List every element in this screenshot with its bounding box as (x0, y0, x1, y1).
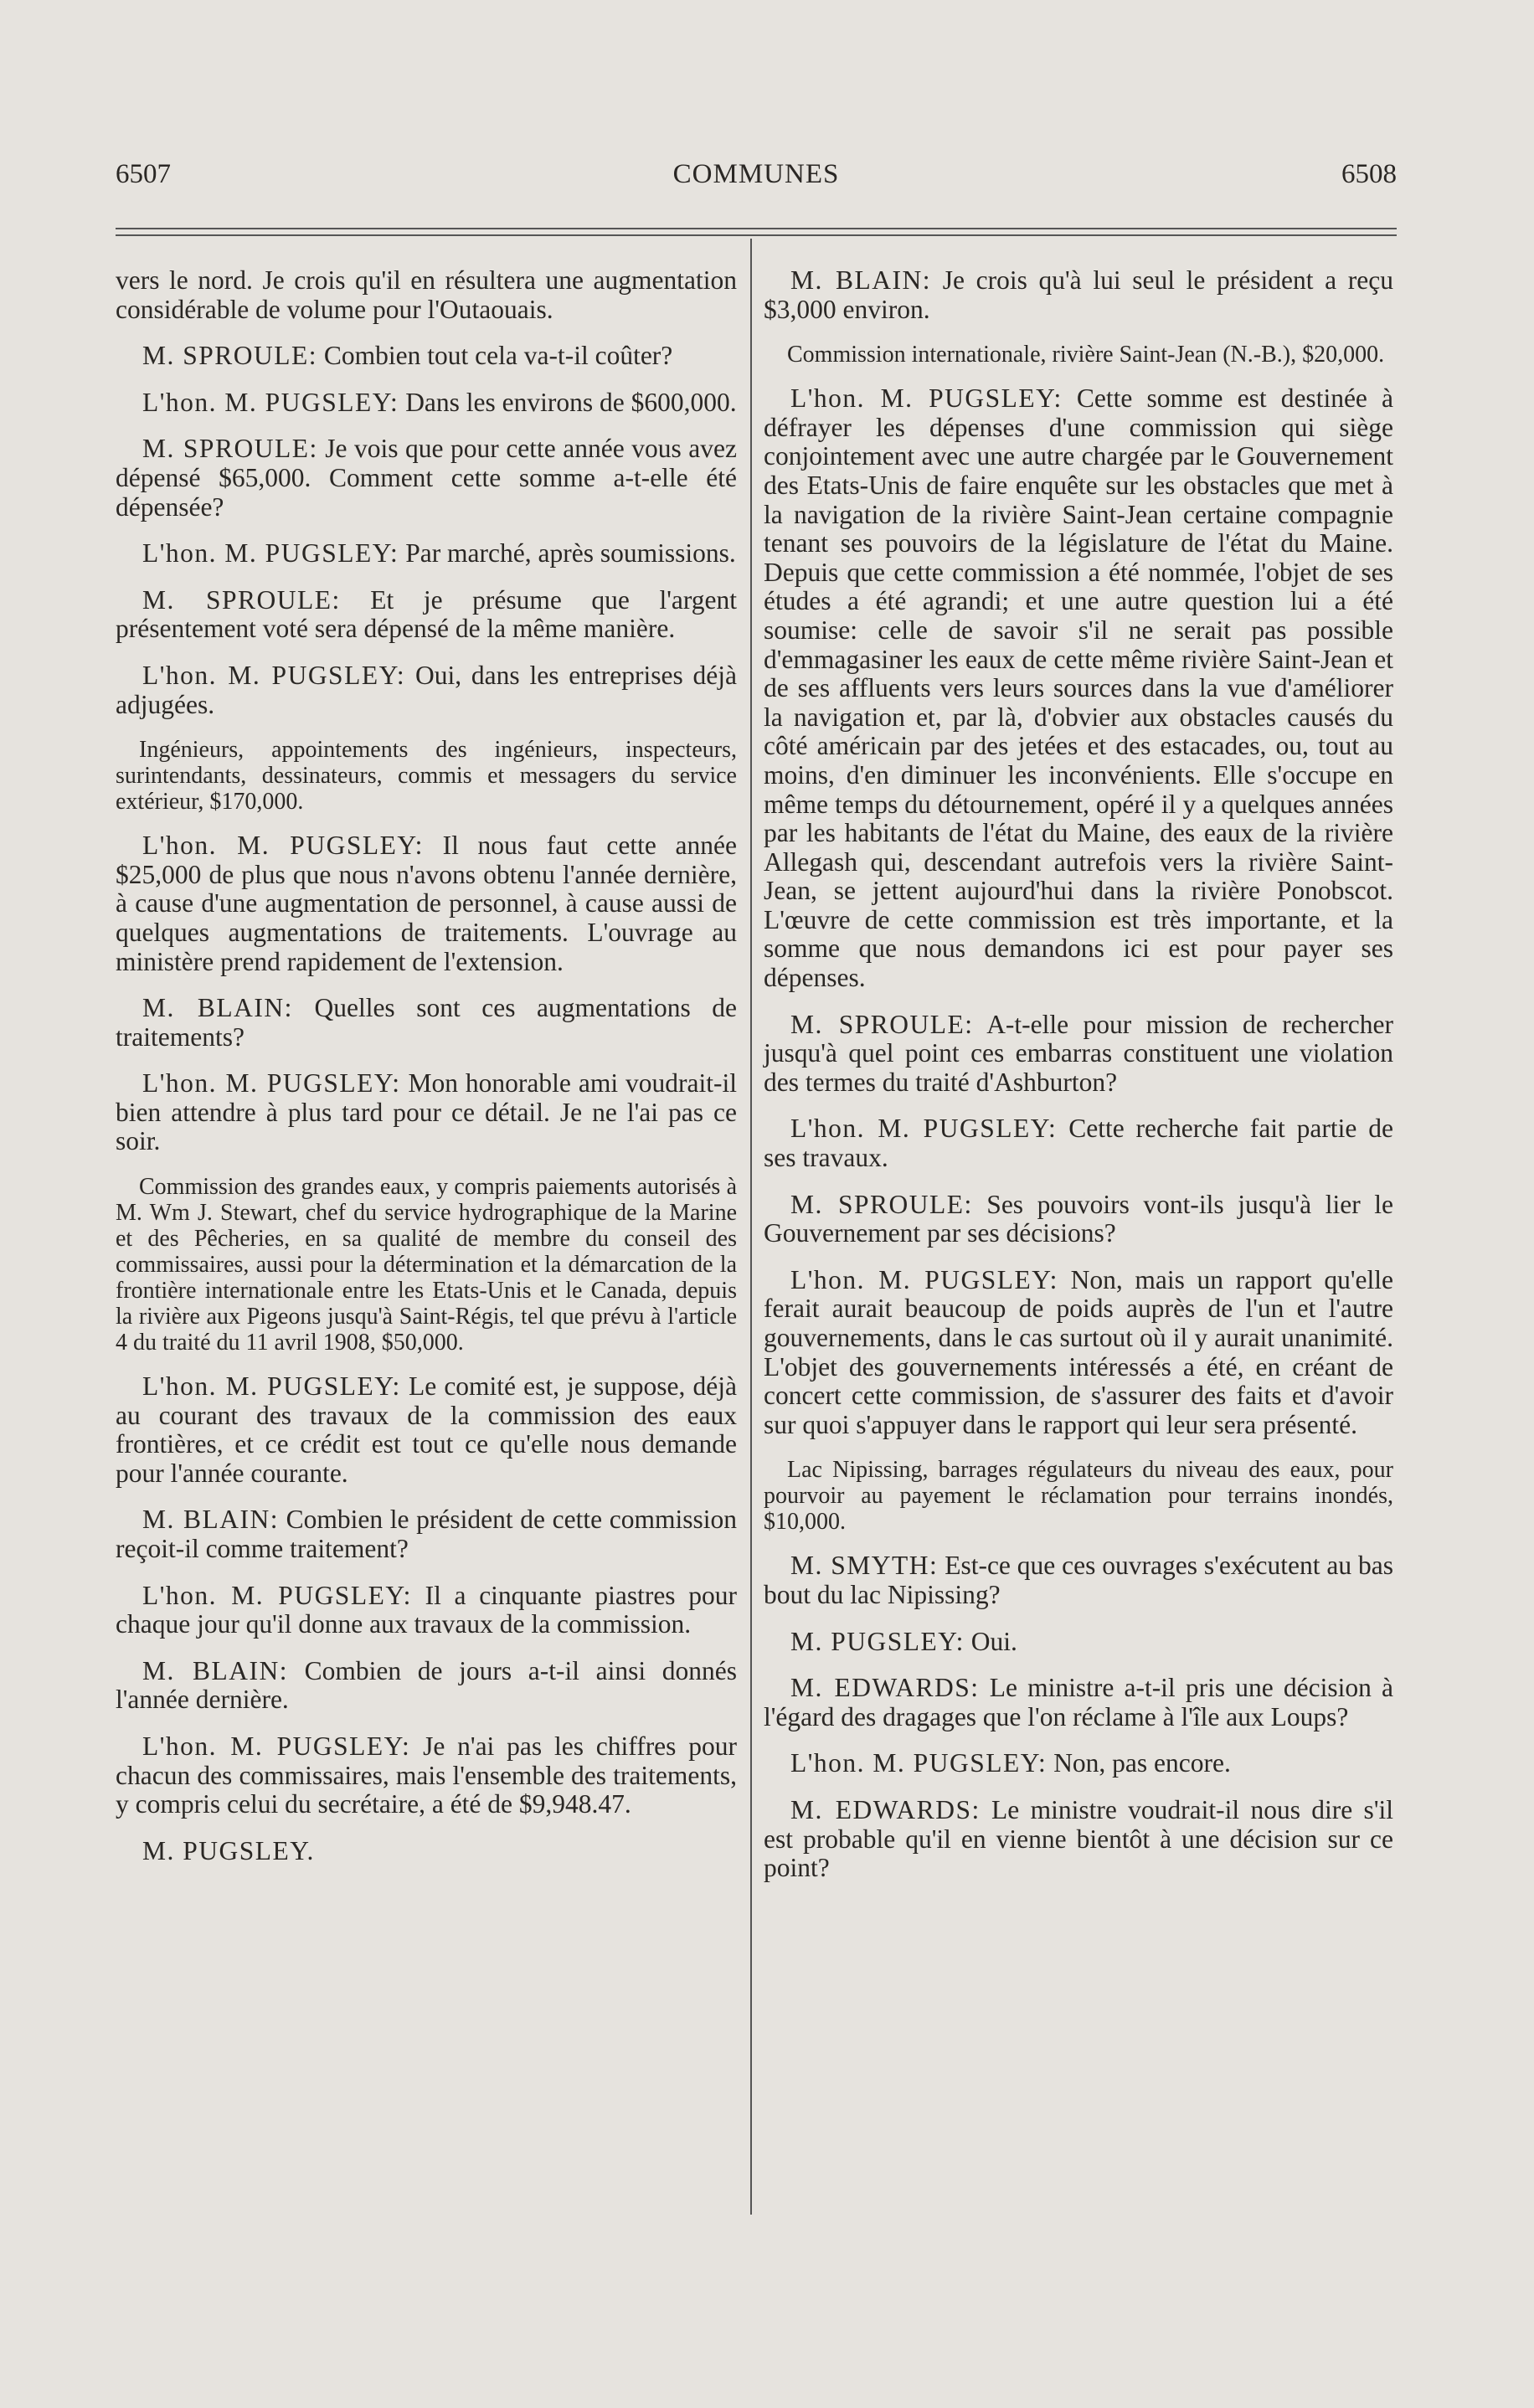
speaker: L'hon. M. PUGSLEY: (142, 1731, 411, 1761)
paragraph: M. SPROULE: Ses pouvoirs vont-ils jusqu'à lier le Gouvernement par ses décisions? (764, 1189, 1393, 1248)
paragraph: L'hon. M. PUGSLEY: Il nous faut cette année $25,000 de plus que nous n'avons obtenu l'année dernière, à cause d'une augmentation de personnel, à cause aussi de quelques augmentations de traitements. L'ouvrage au ministère prend rapidement de l'extension. (116, 831, 737, 976)
paragraph: M. BLAIN: Je crois qu'à lui seul le président a reçu $3,000 environ. (764, 265, 1394, 324)
page-number-left: 6507 (116, 159, 171, 189)
paragraph: L'hon. M. PUGSLEY: Cette recherche fait partie de ses travaux. (764, 1114, 1393, 1173)
speaker: L'hon. M. PUGSLEY: (790, 1114, 1058, 1144)
footer-speaker: M. PUGSLEY. (142, 1835, 315, 1865)
speaker: L'hon. M. PUGSLEY: (790, 1264, 1058, 1294)
paragraph: M. BLAIN: Combien de jours a-t-il ainsi donnés l'année dernière. (116, 1655, 738, 1715)
paragraph: M. SPROULE: A-t-elle pour mission de rechercher jusqu'à quel point ces embarras constituent une violation des termes du traité d'Ashburton? (764, 1009, 1393, 1097)
speaker: L'hon. M. PUGSLEY: (142, 1580, 412, 1610)
speaker: L'hon. M. PUGSLEY: (142, 831, 424, 861)
paragraph: M. BLAIN: Quelles sont ces augmentations de traitements? (116, 993, 738, 1052)
speaker: M. EDWARDS: (790, 1794, 981, 1824)
paragraph: L'hon. M. PUGSLEY: Je n'ai pas les chiffres pour chacun des commissaires, mais l'ensemble des traitements, y compris celui du secrétaire, a été de $9,948.47. (116, 1731, 737, 1819)
budget-item: Commission internationale, rivière Saint-Jean (N.-B.), $20,000. (787, 342, 1385, 368)
paragraph: L'hon. M. PUGSLEY: Oui, dans les entreprises déjà adjugées. (116, 660, 737, 719)
paragraph: L'hon. M. PUGSLEY: Cette somme est destinée à défrayer les dépenses d'une commission qui siège conjointement avec une autre chargée par le Gouvernement des Etats-Unis de faire enquête sur les obstacles que met à la navigation de la rivière Saint-Jean certaine compagnie tenant ses pouvoirs de la législature de l'état du Maine. Depuis que cette commission a été nommée, l'objet de ses études a été agrandi; et une autre question lui a été soumise: celle de savoir s'il ne serait pas possible d'emmagasiner les eaux de cette même rivière Saint-Jean et de ses affluents vers leurs sources dans la vue d'améliorer la navigation et, par là, d'obvier aux obstacles causés du côté américain par des jetées et des estacades, ou, tout au moins, d'en diminuer les inconvénients. Elle s'occupe en même temps du détournement, opéré il y a quelques années par les habitants de l'état du Maine, des eaux de la rivière Allegash qui, descendant autrefois vers la rivière Saint-Jean, se jettent aujourd'hui dans la rivière Ponobscot. L'œuvre de cette commission est très importante, et la somme que nous demandons ici est pour payer ses dépenses. (764, 383, 1394, 993)
speaker: M. PUGSLEY: (790, 1626, 965, 1656)
column-divider (750, 239, 752, 2215)
speaker: M. BLAIN: (790, 265, 932, 295)
speaker: L'hon. M. PUGSLEY: (142, 660, 406, 690)
speaker: M. SPROULE: (142, 584, 341, 615)
left-column (116, 266, 737, 1883)
header-rule-bottom (116, 234, 1397, 236)
budget-item: Lac Nipissing, barrages régulateurs du niveau des eaux, pour pourvoir au payement le réclamation pour terrains inondés, $10,000. (764, 1457, 1393, 1536)
speaker: M. BLAIN: (142, 1655, 289, 1685)
speaker: M. SPROULE: (142, 341, 318, 371)
paragraph: M. EDWARDS: Le ministre a-t-il pris une décision à l'égard des dragages que l'on réclame à l'île aux Loups? (764, 1673, 1393, 1731)
speaker: L'hon. M. PUGSLEY: (142, 538, 399, 569)
speaker: M. SPROULE: (790, 1189, 973, 1219)
speaker: L'hon. M. PUGSLEY: (142, 1068, 401, 1099)
speaker: M. BLAIN: (142, 1505, 280, 1535)
paragraph: M. SMYTH: Est-ce que ces ouvrages s'exécutent au bas bout du lac Nipissing? (764, 1551, 1394, 1609)
paragraph: M. SPROULE: Combien tout cela va-t-il coûter? (142, 341, 673, 371)
paragraph: L'hon. M. PUGSLEY: Mon honorable ami voudrait-il bien attendre à plus tard pour ce détail. Je ne l'ai pas ce soir. (116, 1068, 738, 1156)
paragraph: M. BLAIN: Combien le président de cette commission reçoit-il comme traitement? (116, 1505, 737, 1564)
page-title: COMMUNES (672, 159, 840, 189)
speaker: M. SPROULE: (790, 1009, 974, 1039)
paragraph: L'hon. M. PUGSLEY: Par marché, après soumissions. (142, 538, 736, 569)
paragraph: M. PUGSLEY: Oui. (790, 1626, 1017, 1656)
paragraph: M. SPROULE: Et je présume que l'argent présentement voté sera dépensé de la même manière. (116, 584, 738, 644)
paragraph: L'hon. M. PUGSLEY: Le comité est, je suppose, déjà au courant des travaux de la commission des eaux frontières, et ce crédit est tout ce qu'elle nous demande pour l'année courante. (116, 1371, 737, 1488)
speaker: M. SPROULE: (142, 434, 318, 464)
budget-item: Commission des grandes eaux, y compris paiements autorisés à M. Wm J. Stewart, chef du service hydrographique de la Marine et des Pêcheries, en sa qualité de membre du conseil des commissaires, aussi pour la détermination et la démarcation de la frontière internationale entre les Etats-Unis et le Canada, depuis la rivière aux Pigeons jusqu'à Saint-Régis, tel que prévu à l'article 4 du traité du 11 avril 1908, $50,000. (116, 1174, 737, 1356)
page-header (116, 159, 1397, 201)
header-rule-top (116, 228, 1397, 229)
speaker: M. BLAIN: (142, 993, 293, 1023)
paragraph: M. SPROULE: Je vois que pour cette année vous avez dépensé $65,000. Comment cette somme a-t-elle été dépensée? (116, 434, 737, 522)
speaker: M. EDWARDS: (790, 1673, 980, 1703)
right-column (764, 266, 1393, 1901)
paragraph: vers le nord. Je crois qu'il en résultera une augmentation considérable de volume pour l'Outaouais. (116, 265, 737, 324)
speaker: L'hon. M. PUGSLEY: (790, 383, 1063, 414)
paragraph: L'hon. M. PUGSLEY: Dans les environs de $600,000. (142, 387, 737, 417)
speaker: L'hon. M. PUGSLEY: (790, 1748, 1048, 1778)
paragraph: L'hon. M. PUGSLEY: Non, mais un rapport qu'elle ferait aurait beaucoup de poids auprès de l'un et l'autre gouvernements, dans le cas surtout où il y aurait unanimité. L'objet des gouvernements intéressés a été, en créant de concert cette commission, de s'assurer des faits et d'avoir sur quoi s'appuyer dans le rapport qui leur sera présenté. (764, 1264, 1393, 1439)
paragraph: L'hon. M. PUGSLEY: Non, pas encore. (790, 1748, 1231, 1778)
paragraph: L'hon. M. PUGSLEY: Il a cinquante piastres pour chaque jour qu'il donne aux travaux de la commission. (116, 1580, 737, 1639)
paragraph: M. EDWARDS: Le ministre voudrait-il nous dire s'il est probable qu'il en vienne bientôt à une décision sur ce point? (764, 1794, 1393, 1883)
speaker: L'hon. M. PUGSLEY: (142, 387, 399, 417)
speaker: L'hon. M. PUGSLEY: (142, 1371, 401, 1402)
page-number-right: 6508 (1341, 159, 1397, 189)
speaker: M. SMYTH: (790, 1551, 939, 1581)
budget-item: Ingénieurs, appointements des ingénieurs, inspecteurs, surintendants, dessinateurs, commis et messagers du service extérieur, $170,000. (116, 737, 737, 816)
